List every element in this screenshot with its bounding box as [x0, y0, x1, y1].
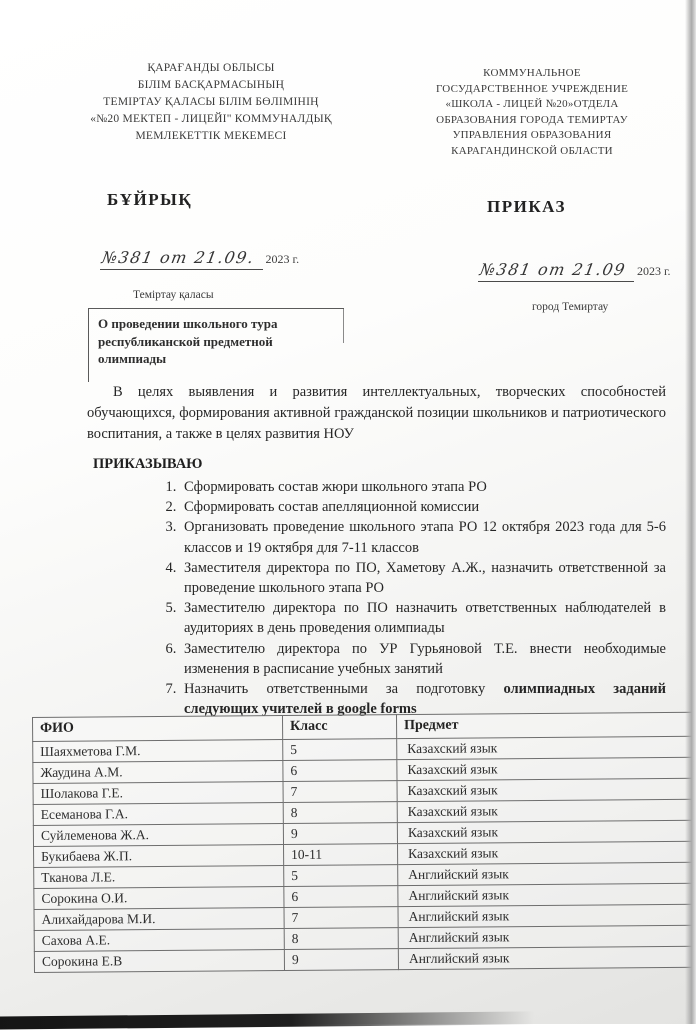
class-cell: 8 — [284, 928, 398, 950]
order-item — [180, 517, 666, 557]
doc-title-kazakh: БҰЙРЫҚ — [107, 190, 193, 209]
order-item — [180, 558, 666, 598]
order-verb: ПРИКАЗЫВАЮ — [93, 456, 203, 472]
handwritten-number-left — [100, 248, 263, 270]
text-line: БІЛІМ БАСҚАРМАСЫНЫҢ — [137, 79, 285, 91]
class-cell: 7 — [283, 781, 397, 803]
handwritten-number-right — [478, 260, 634, 282]
teachers-table — [32, 712, 696, 973]
order-item-text: Организовать проведение школьного этапа РО 12 октября 2023 года для 5-6 классов и 19 октября для 7-11 классов — [184, 519, 666, 556]
class-cell: 8 — [283, 802, 397, 824]
teacher-name-cell: Суйлеменова Ж.А. — [33, 824, 283, 847]
class-cell: 6 — [284, 886, 398, 908]
order-items-list — [87, 477, 666, 719]
order-subject-box: О проведении школьного тура республиканской предметной олимпиады — [88, 308, 344, 382]
class-cell: 9 — [284, 949, 398, 971]
order-item-bold-text: олимпиадных заданий следующих учителей в google forms — [184, 681, 667, 718]
teacher-name-cell: Букибаева Ж.П. — [34, 845, 284, 868]
text-line: ГОСУДАРСТВЕННОЕ УЧРЕЖДЕНИЕ — [435, 82, 629, 95]
class-cell: 5 — [283, 739, 397, 761]
year-label-left: 2023 г. — [265, 252, 300, 266]
year-label-right: 2023 г. — [636, 264, 671, 278]
teacher-name-cell: Алихайдарова М.И. — [34, 908, 284, 931]
order-item — [180, 497, 666, 517]
subject-cell: Английский язык — [398, 904, 696, 927]
order-item — [180, 598, 666, 638]
subject-cell: Английский язык — [398, 883, 696, 906]
class-cell: 9 — [283, 823, 397, 845]
subject-cell: Английский язык — [398, 862, 696, 885]
subject-cell: Казахский язык — [397, 757, 695, 780]
text-line: ТЕМІРТАУ ҚАЛАСЫ БІЛІМ БӨЛІМІНІҢ — [103, 96, 319, 108]
teachers-table-wrap — [32, 712, 696, 973]
text-line: ОБРАЗОВАНИЯ ГОРОДА ТЕМИРТАУ — [436, 113, 628, 126]
subject-cell: Казахский язык — [397, 778, 695, 801]
subject-cell: Казахский язык — [397, 820, 695, 843]
text-line: УПРАВЛЕНИЯ ОБРАЗОВАНИЯ — [452, 129, 612, 141]
order-item — [180, 477, 666, 497]
column-header: Предмет — [396, 712, 694, 738]
text-line: ҚАРАҒАНДЫ ОБЛЫСЫ — [147, 62, 275, 74]
subject-cell: Английский язык — [398, 946, 696, 969]
org-name-kazakh — [52, 60, 370, 145]
order-items — [87, 477, 666, 719]
teachers-table-body — [33, 736, 696, 972]
teacher-name-cell: Сахова А.Е. — [34, 929, 284, 952]
text-line: МЕМЛЕКЕТТІК МЕКЕМЕСІ — [135, 130, 287, 142]
teacher-name-cell: Шаяхметова Г.М. — [33, 740, 283, 763]
order-item-text: Назначить ответственными за подготовку — [184, 681, 504, 698]
teacher-name-cell: Сорокина Е.В — [34, 950, 284, 973]
preamble-paragraph: В целях выявления и развития интеллектуальных, творческих способностей обучающихся, формирования активной гражданской позиции школьников и патриотического воспитания, а также в целях развития НОУ — [87, 384, 666, 442]
teacher-name-cell: Есеманова Г.А. — [33, 803, 283, 826]
teacher-name-cell: Сорокина О.И. — [34, 887, 284, 910]
order-item — [180, 639, 666, 679]
text-line: КАРАГАНДИНСКОЙ ОБЛАСТИ — [451, 144, 613, 157]
class-cell: 10-11 — [284, 844, 398, 866]
column-header: ФИО — [32, 716, 282, 742]
doc-title-russian: ПРИКАЗ — [487, 197, 566, 216]
order-number-date-right — [478, 260, 671, 282]
city-russian: город Темиртау — [532, 301, 609, 313]
handwritten-text: №381 от 21.09. — [100, 248, 257, 267]
table-row — [34, 946, 696, 972]
text-line: КОММУНАЛЬНОЕ — [483, 67, 581, 79]
teacher-name-cell: Шолакова Г.Е. — [33, 782, 283, 805]
column-header: Класс — [282, 715, 396, 740]
order-item-text: Заместителю директора по УР Гурьяновой Т.Е. внести необходимые изменения в расписание учебных занятий — [184, 640, 666, 677]
text-line: «№20 МЕКТЕП - ЛИЦЕЙІ" КОММУНАЛДЫҚ — [90, 113, 332, 125]
subject-cell: Казахский язык — [398, 841, 696, 864]
teacher-name-cell: Жаудина А.М. — [33, 761, 283, 784]
subject-cell: Казахский язык — [397, 736, 695, 759]
class-cell: 5 — [284, 865, 398, 887]
subject-cell: Английский язык — [398, 925, 696, 948]
class-cell: 6 — [283, 760, 397, 782]
text-line: «ШКОЛА - ЛИЦЕЙ №20»ОТДЕЛА — [445, 98, 619, 110]
order-number-date-left — [100, 248, 299, 270]
page-edge-shadow-right — [685, 0, 696, 1024]
org-name-russian — [398, 66, 666, 159]
order-item-text: Сформировать состав апелляционной комиссии — [184, 499, 480, 516]
class-cell: 7 — [284, 907, 398, 929]
order-item-text: Сформировать состав жюри школьного этапа РО — [184, 479, 487, 495]
handwritten-text: №381 от 21.09 — [478, 260, 628, 279]
teacher-name-cell: Тканова Л.Е. — [34, 866, 284, 889]
city-kazakh: Теміртау қаласы — [133, 289, 214, 301]
order-item-text: Заместителю директора по ПО назначить ответственных наблюдателей в аудиториях в день проведения олимпиады — [184, 600, 666, 637]
order-item-text: Заместителя директора по ПО, Хаметову А.Ж., назначить ответственной за проведение школьного этапа РО — [184, 559, 666, 597]
subject-cell: Казахский язык — [397, 799, 695, 822]
